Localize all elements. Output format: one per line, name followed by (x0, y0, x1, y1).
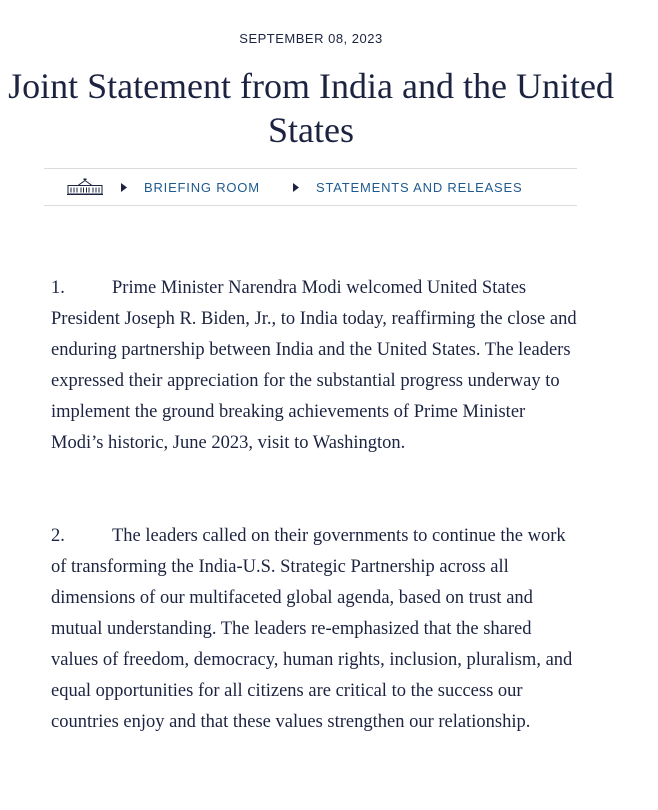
publish-date: SEPTEMBER 08, 2023 (239, 31, 383, 46)
breadcrumb (44, 168, 577, 206)
paragraph-number: 1. (51, 278, 65, 298)
paragraph-number: 2. (51, 526, 65, 546)
paragraph-text: Prime Minister Narendra Modi welcomed United States President Joseph R. Biden, Jr., to India today, reaffirming the close and enduring partnership between India and the United States. The leaders expressed their appreciation for the substantial progress underway to implement the ground breaking achievements of Prime Minister Modi’s historic, June 2023, visit to Washington. (51, 278, 577, 453)
chevron-right-icon (121, 183, 127, 192)
paragraph-text: The leaders called on their governments to continue the work of transforming the India-U.S. Strategic Partnership across all dimensions of our multifaceted global agenda, based on trust and mutual understanding. The leaders re-emphasized that the shared values of freedom, democracy, human rights, inclusion, pluralism, and equal opportunities for all citizens are critical to the success our countries enjoy and that these values strengthen our relationship. (51, 526, 573, 732)
breadcrumb-link-briefing-room[interactable]: BRIEFING ROOM (144, 180, 260, 195)
page-title: Joint Statement from India and the United States (8, 66, 614, 150)
chevron-right-icon (293, 183, 299, 192)
white-house-icon[interactable] (66, 178, 104, 196)
breadcrumb-link-statements-and-releases[interactable]: STATEMENTS AND RELEASES (316, 180, 523, 195)
article-paragraph (51, 273, 581, 459)
article-paragraph (51, 521, 581, 738)
